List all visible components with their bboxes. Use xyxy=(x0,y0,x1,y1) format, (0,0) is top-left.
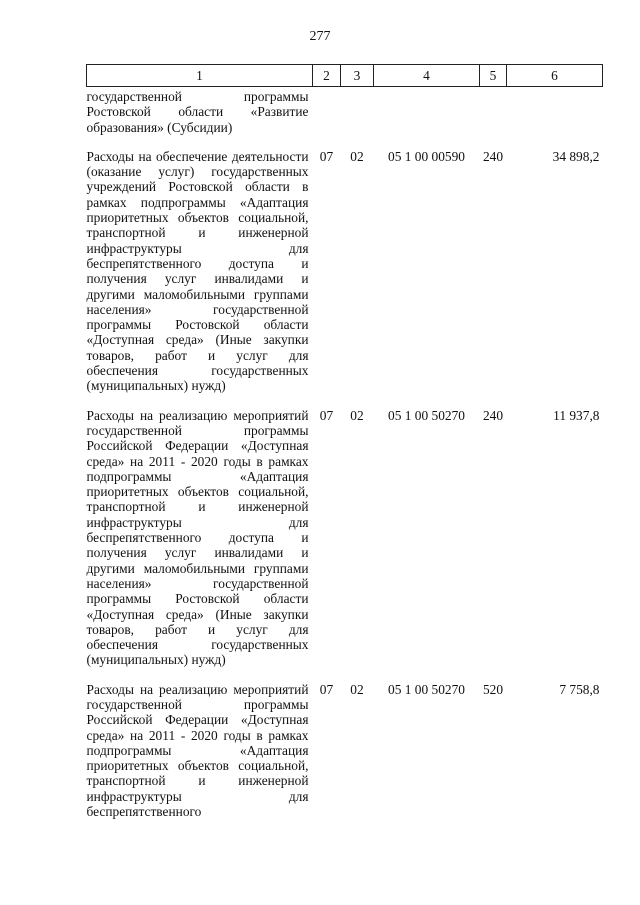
row-target-code xyxy=(374,87,480,147)
row-section xyxy=(313,87,341,147)
row-subsection xyxy=(341,87,374,147)
table-row xyxy=(87,87,603,147)
row-section: 07 xyxy=(319,681,334,697)
header-col-2: 2 xyxy=(313,65,341,87)
header-col-6: 6 xyxy=(507,65,603,87)
row-target-code: 05 1 00 50270 xyxy=(388,681,465,697)
header-col-1: 1 xyxy=(87,65,313,87)
table-row xyxy=(87,406,603,680)
row-expense-type: 520 xyxy=(482,681,504,697)
row-amount: 34 898,2 xyxy=(552,148,600,164)
row-expense-type: 240 xyxy=(482,148,504,164)
table-row xyxy=(87,680,603,832)
row-description: Расходы на реализацию мероприятий государственной программы Российской Федерации «Доступная среда» на 2011 - 2020 годы в рамках подпрограммы «Адаптация приоритетных объектов социальной, транспортной и инженерной инфраструктуры для беспрепятственного xyxy=(86,681,309,820)
row-amount: 11 937,8 xyxy=(553,407,600,423)
header-row xyxy=(87,65,603,87)
budget-table xyxy=(86,64,603,831)
row-amount: 7 758,8 xyxy=(559,681,600,697)
row-description: Расходы на реализацию мероприятий государственной программы Российской Федерации «Доступная среда» на 2011 - 2020 годы в рамках подпрограммы «Адаптация приоритетных объектов социальной, транспортной и инженерной инфраструктуры для беспрепятственного доступа и получения услуг инвалидами и другими маломобильными группами населения» государственной программы Ростовской области «Доступная среда» (Иные закупки товаров, работ и услуг для обеспечения государственных (муниципальных) нужд) xyxy=(86,407,309,668)
row-section: 07 xyxy=(319,148,334,164)
page-number: 277 xyxy=(309,29,331,44)
row-amount xyxy=(507,87,603,147)
row-description: Расходы на обеспечение деятельности (оказание услуг) государственных учреждений Ростовской области в рамках подпрограммы «Адаптация приоритетных объектов социальной, транспортной и инженерной инфраструктуры для беспрепятственного доступа и получения услуг инвалидами и другими маломобильными группами населения» государственной программы Ростовской области «Доступная среда» (Иные закупки товаров, работ и услуг для обеспечения государственных (муниципальных) нужд) xyxy=(86,148,309,394)
header-col-4: 4 xyxy=(374,65,480,87)
row-subsection: 02 xyxy=(350,681,364,697)
row-subsection: 02 xyxy=(350,407,364,423)
row-expense-type xyxy=(480,87,507,147)
row-section: 07 xyxy=(319,407,334,423)
row-expense-type: 240 xyxy=(482,407,504,423)
row-description: государственной программы Ростовской области «Развитие образования» (Субсидии) xyxy=(86,89,309,135)
row-target-code: 05 1 00 50270 xyxy=(388,407,465,423)
header-col-5: 5 xyxy=(480,65,507,87)
row-target-code: 05 1 00 00590 xyxy=(388,148,465,164)
row-subsection: 02 xyxy=(350,148,364,164)
table-row xyxy=(87,147,603,406)
header-col-3: 3 xyxy=(341,65,374,87)
